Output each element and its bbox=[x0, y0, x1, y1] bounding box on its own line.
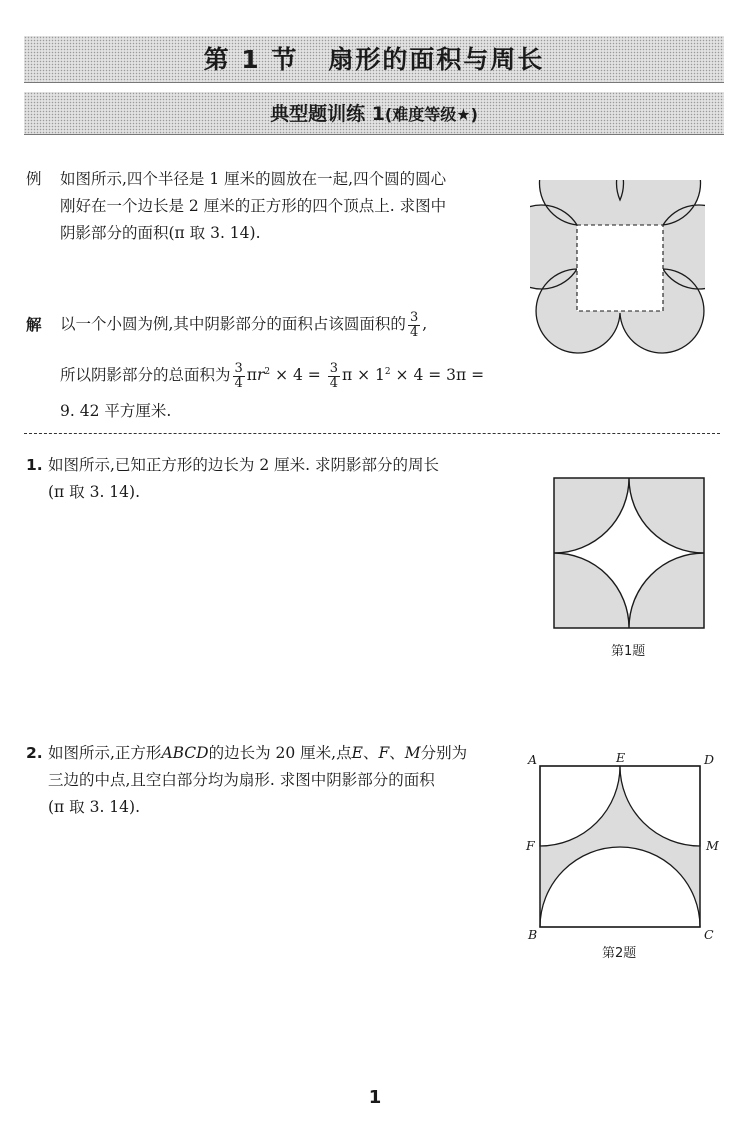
example-label: 例 bbox=[26, 170, 42, 188]
result-expression: × 4 = 3π = bbox=[390, 366, 485, 385]
problem-2-line-3: (π 取 3. 14). bbox=[48, 798, 141, 816]
section-number: 第 1 节 bbox=[203, 45, 299, 74]
fraction-three-quarters bbox=[233, 362, 245, 391]
dashed-square bbox=[577, 225, 663, 311]
difficulty-label: (难度等级★) bbox=[384, 105, 478, 124]
problem-2-line-2: 三边的中点,且空白部分均为扇形. 求图中阴影部分的面积 bbox=[48, 771, 435, 789]
fraction-numerator: 3 bbox=[329, 360, 338, 376]
point-c-label: C bbox=[704, 927, 714, 942]
figure-2-caption: 第2题 bbox=[602, 946, 637, 961]
solution-line-1 bbox=[60, 304, 427, 344]
fraction-numerator: 3 bbox=[409, 309, 419, 325]
section-title: 扇形的面积与周长 bbox=[328, 45, 545, 74]
problem-1-figure bbox=[550, 474, 710, 630]
problem-1-number: 1. bbox=[26, 456, 43, 474]
problem-2-text-c: 的边长为 20 厘米,点 bbox=[208, 744, 352, 762]
radius-variable: r bbox=[256, 366, 265, 385]
solution-line-2 bbox=[60, 352, 484, 395]
fraction-denominator: 4 bbox=[234, 375, 243, 391]
problem-2-figure bbox=[536, 764, 704, 930]
problem-2-text-a: 如图所示,正方形 bbox=[48, 744, 162, 762]
solution-line-3: 9. 42 平方厘米. bbox=[60, 402, 172, 420]
point-f-label: F bbox=[526, 838, 535, 853]
training-banner bbox=[24, 92, 724, 135]
figure-1-caption: 第1题 bbox=[611, 644, 646, 659]
fraction-denominator: 4 bbox=[329, 375, 338, 391]
point-m-label: M bbox=[706, 838, 719, 853]
dashed-divider bbox=[24, 433, 720, 434]
solution-line-1-comma: , bbox=[422, 315, 428, 333]
times-four: × 4 = bbox=[270, 366, 321, 385]
point-f-inline: F bbox=[378, 744, 390, 762]
page-number: 1 bbox=[368, 1087, 382, 1108]
point-e-inline: E bbox=[351, 744, 363, 762]
separator: 、 bbox=[362, 744, 379, 762]
problem-1-line-2: (π 取 3. 14). bbox=[48, 483, 141, 501]
four-circles-figure bbox=[530, 180, 705, 360]
fraction-numerator: 3 bbox=[234, 360, 243, 376]
fraction-denominator: 4 bbox=[409, 324, 419, 340]
point-a-label: A bbox=[528, 752, 538, 767]
point-d-label: D bbox=[704, 752, 715, 767]
problem-1-line-1: 如图所示,已知正方形的边长为 2 厘米. 求阴影部分的周长 bbox=[48, 456, 439, 474]
fraction-three-quarters bbox=[328, 362, 340, 391]
problem-2-line-1 bbox=[48, 740, 467, 767]
fraction-three-quarters bbox=[408, 311, 420, 340]
problem-2-text-i: 分别为 bbox=[420, 744, 468, 762]
square-exponent: 2 bbox=[264, 367, 271, 377]
problem-2-number: 2. bbox=[26, 744, 43, 762]
point-m-inline: M bbox=[404, 744, 421, 762]
square-label-abcd: ABCD bbox=[161, 744, 209, 762]
solution-line-1-text: 以一个小圆为例,其中阴影部分的面积占该圆面积的 bbox=[60, 315, 406, 333]
solution-label: 解 bbox=[26, 316, 42, 334]
training-title: 典型题训练 1 bbox=[270, 103, 385, 125]
example-line-3: 阴影部分的面积(π 取 3. 14). bbox=[60, 224, 261, 242]
pi-symbol: π bbox=[246, 366, 257, 385]
solution-line-2-text: 所以阴影部分的总面积为 bbox=[60, 366, 231, 385]
section-banner bbox=[24, 36, 724, 83]
separator: 、 bbox=[389, 744, 405, 762]
pi-times-one: π × 1 bbox=[341, 366, 385, 385]
example-line-1: 如图所示,四个半径是 1 厘米的圆放在一起,四个圆的圆心 bbox=[60, 170, 447, 188]
example-line-2: 刚好在一个边长是 2 厘米的正方形的四个顶点上. 求图中 bbox=[60, 197, 447, 215]
square-exponent: 2 bbox=[384, 367, 391, 377]
point-e-label: E bbox=[616, 750, 626, 765]
point-b-label: B bbox=[528, 927, 538, 942]
